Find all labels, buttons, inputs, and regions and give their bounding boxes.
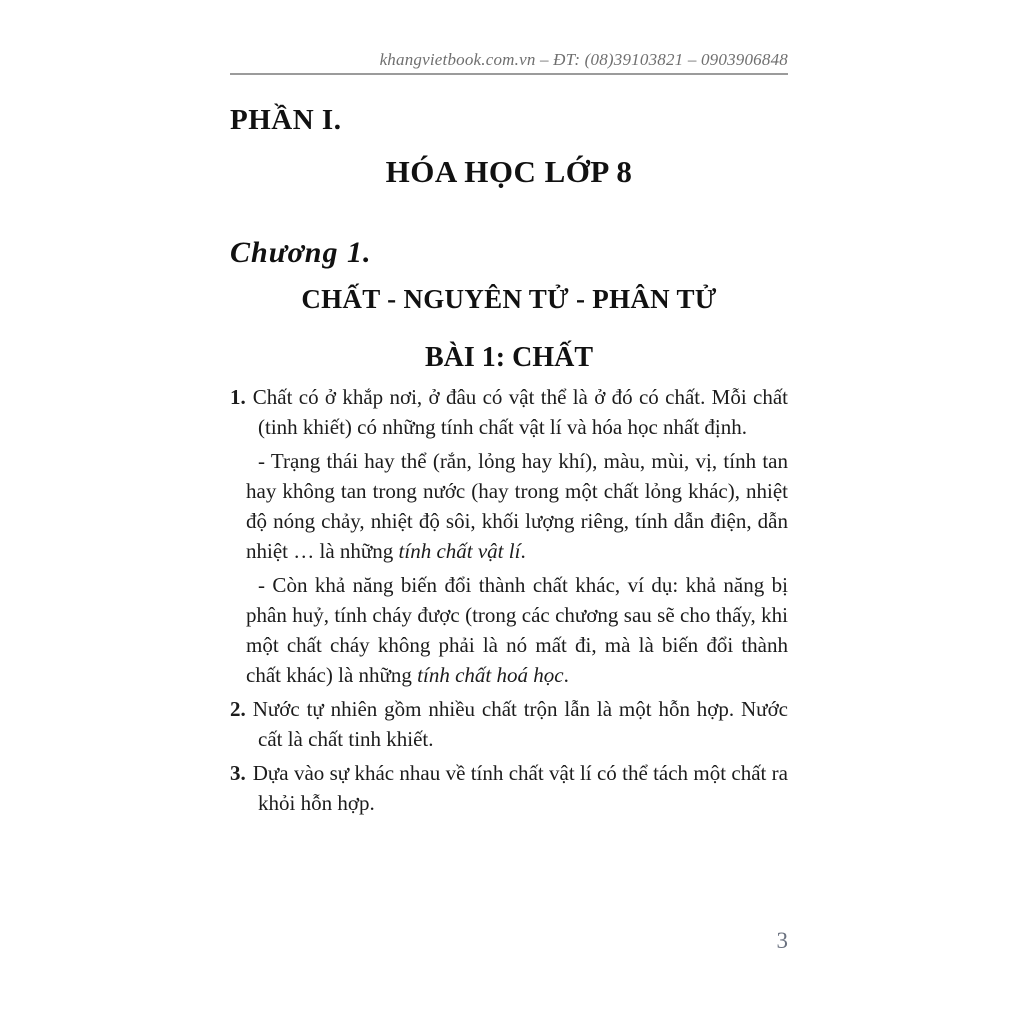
- chapter-title: CHẤT - NGUYÊN TỬ - PHÂN TỬ: [301, 284, 717, 314]
- chapter-label: Chương 1.: [230, 236, 372, 269]
- item-3-text: Dựa vào sự khác nhau về tính chất vật lí có thể tách một chất ra khỏi hỗn hợp.: [252, 761, 788, 815]
- item-1-text: Chất có ở khắp nơi, ở đâu có vật thể là ở đó có chất. Mỗi chất (tinh khiết) có những tính chất vật lí và hóa học nhất định.: [252, 385, 788, 439]
- part-title: PHẦN I.: [230, 104, 342, 136]
- sub-2-lead-text: - Còn khả năng biến đổi thành chất khác, ví dụ: khả năng bị phân huỷ, tính cháy được (trong các chương sau sẽ cho thấy, khi một chất cháy không phải là nó mất đi, mà là biến đổi thành chất khác) là những: [246, 573, 788, 687]
- sub-paragraph-chemical-properties: [230, 570, 788, 690]
- running-header-text: khangvietbook.com.vn – ĐT: (08)39103821 – 0903906848: [379, 50, 788, 69]
- numbered-item-2: [230, 694, 788, 754]
- sub-paragraph-physical-properties: [230, 446, 788, 566]
- item-3-number: 3.: [230, 761, 246, 785]
- lesson-body: [230, 382, 788, 818]
- page-content: [230, 0, 788, 822]
- header-divider: [230, 73, 788, 75]
- sub-1-tail-text: .: [520, 539, 526, 563]
- page-number: 3: [776, 928, 788, 953]
- numbered-item-1: [230, 382, 788, 442]
- subject-title: HÓA HỌC LỚP 8: [385, 154, 633, 189]
- item-2-number: 2.: [230, 697, 246, 721]
- item-2-text: Nước tự nhiên gồm nhiều chất trộn lẫn là một hỗn hợp. Nước cất là chất tinh khiết.: [252, 697, 788, 751]
- chemical-properties-term: tính chất hoá học: [417, 663, 564, 687]
- sub-2-tail-text: .: [563, 663, 569, 687]
- sub-1-lead-text: - Trạng thái hay thể (rắn, lỏng hay khí), màu, mùi, vị, tính tan hay không tan trong nước (hay trong một chất lỏng khác), nhiệt độ nóng chảy, nhiệt độ sôi, khối lượng riêng, tính dẫn điện, dẫn nhiệt … là những: [246, 449, 788, 563]
- physical-properties-term: tính chất vật lí: [398, 539, 521, 563]
- numbered-item-3: [230, 758, 788, 818]
- lesson-title: BÀI 1: CHẤT: [424, 342, 593, 373]
- item-1-number: 1.: [230, 385, 246, 409]
